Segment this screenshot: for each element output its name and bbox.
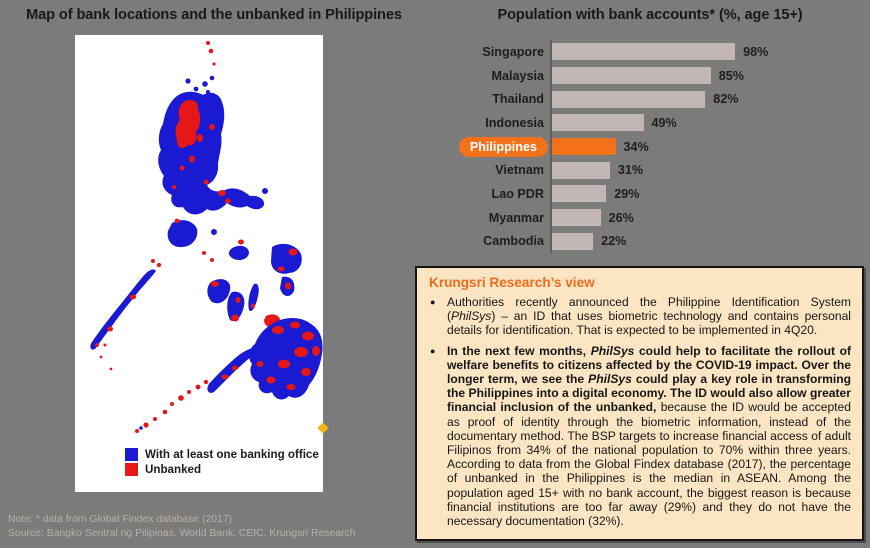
bar-value-label: 31% — [617, 163, 644, 178]
footnote: Note: * data from Global Findex database (2017) — [8, 514, 233, 525]
country-label: Malaysia — [491, 68, 544, 83]
bar-label-col — [437, 185, 550, 203]
bar-row-cambodia — [437, 230, 861, 254]
bar — [552, 185, 606, 202]
bar-zone — [550, 158, 861, 182]
legend-label-unbanked: Unbanked — [145, 462, 202, 476]
bar — [552, 67, 711, 84]
bar-zone — [550, 182, 861, 206]
bar-label-col — [437, 232, 550, 250]
bar-value-label: 98% — [743, 44, 769, 59]
country-label: Singapore — [482, 44, 544, 59]
bar — [552, 138, 616, 155]
bar-label-col — [437, 137, 550, 157]
country-label: Myanmar — [488, 210, 544, 225]
bar-zone — [550, 206, 861, 230]
bar-row-thailand — [437, 87, 861, 111]
bar-row-singapore — [437, 40, 861, 64]
bar-value-label: 26% — [608, 210, 634, 225]
legend-item-unbanked — [125, 462, 319, 476]
bar-row-vietnam — [437, 158, 861, 182]
bar-zone — [550, 111, 861, 135]
legend-item-banked — [125, 447, 319, 461]
country-label: Lao PDR — [491, 186, 544, 201]
legend-swatch-banked — [125, 448, 138, 461]
bar-zone — [550, 40, 861, 64]
legend-label-banked: With at least one banking office — [145, 447, 319, 461]
bar-value-label: 82% — [713, 92, 739, 107]
bar-value-label: 85% — [718, 68, 745, 83]
bar-row-myanmar — [437, 206, 861, 230]
bar-row-malaysia — [437, 64, 861, 88]
legend-swatch-unbanked — [125, 463, 138, 476]
bullet-dot-icon: ● — [430, 345, 436, 356]
bar-zone — [550, 135, 861, 159]
bullet-text: Authorities recently announced the Philippine Identification System (PhilSys) – an ID that uses biometric technology and contains personal details for identification. That is expected to be implemented in 4Q20. — [447, 295, 851, 338]
bar-zone — [550, 230, 861, 254]
country-label: Cambodia — [483, 234, 544, 249]
view-bullet-1 — [427, 295, 851, 338]
bar-label-col — [437, 114, 550, 132]
philippines-map-card — [75, 35, 323, 492]
bank-accounts-bar-chart — [437, 40, 861, 253]
bar-label-col — [437, 90, 550, 108]
view-bullet-2 — [427, 344, 851, 529]
bar-label-col — [437, 67, 550, 85]
bar-row-lao-pdr — [437, 182, 861, 206]
bar-value-label: 49% — [651, 115, 677, 130]
country-label-highlight: Philippines — [459, 137, 548, 157]
bar — [552, 114, 644, 131]
philippines-map — [75, 35, 323, 445]
country-label: Vietnam — [495, 163, 544, 178]
bar-chart-title: Population with bank accounts* (%, age 15+) — [497, 7, 803, 23]
bar-zone — [550, 64, 861, 88]
view-box-title: Krungsri Research’s view — [429, 275, 595, 290]
bar-zone — [550, 87, 861, 111]
bar — [552, 233, 593, 250]
source-line: Source: Bangko Sentral ng Pilipinas, World Bank, CEIC, Krungsri Research — [8, 527, 356, 539]
bar — [552, 162, 610, 179]
map-title: Map of bank locations and the unbanked in Philippines — [26, 7, 402, 23]
bullet-text: In the next few months, PhilSys could help to facilitate the rollout of welfare benefits to citizens affected by the COVID-19 impact. Over the longer term, we see the PhilSys could play a key role in transforming the Philippines into a digital economy. The ID would also allow greater financial inclusion of the unbanked, because the ID would be accepted as proof of identity through the biometric information, instead of the documentary method. The BSP targets to increase financial access of adult Filipinos from 34% of the national population to 70% within three years. According to data from the Global Findex database (2017), the percentage of unbanked in the Philippines is the median in ASEAN. Among the population aged 15+ with no bank account, the biggest reason is because financial institutions are too far away (29%) and they do not have the necessary documentation (32%). — [447, 343, 852, 529]
bar — [552, 91, 705, 108]
bar — [552, 43, 735, 60]
bar-label-col — [437, 209, 550, 227]
bar — [552, 209, 601, 226]
bar-value-label: 22% — [601, 234, 627, 249]
map-legend — [125, 447, 319, 477]
country-label: Thailand — [492, 92, 544, 107]
bar-value-label: 34% — [623, 139, 649, 154]
bar-label-col — [437, 161, 550, 179]
bar-row-indonesia — [437, 111, 861, 135]
bullet-dot-icon: ● — [430, 297, 436, 307]
bar-value-label: 29% — [614, 186, 640, 201]
bar-row-philippines — [437, 135, 861, 159]
bar-label-col — [437, 43, 550, 61]
krungsri-view-box — [415, 266, 864, 541]
footer-notes — [8, 513, 355, 540]
bar-chart-rows — [437, 40, 861, 253]
view-bullets — [427, 295, 851, 528]
country-label: Indonesia — [485, 115, 544, 130]
